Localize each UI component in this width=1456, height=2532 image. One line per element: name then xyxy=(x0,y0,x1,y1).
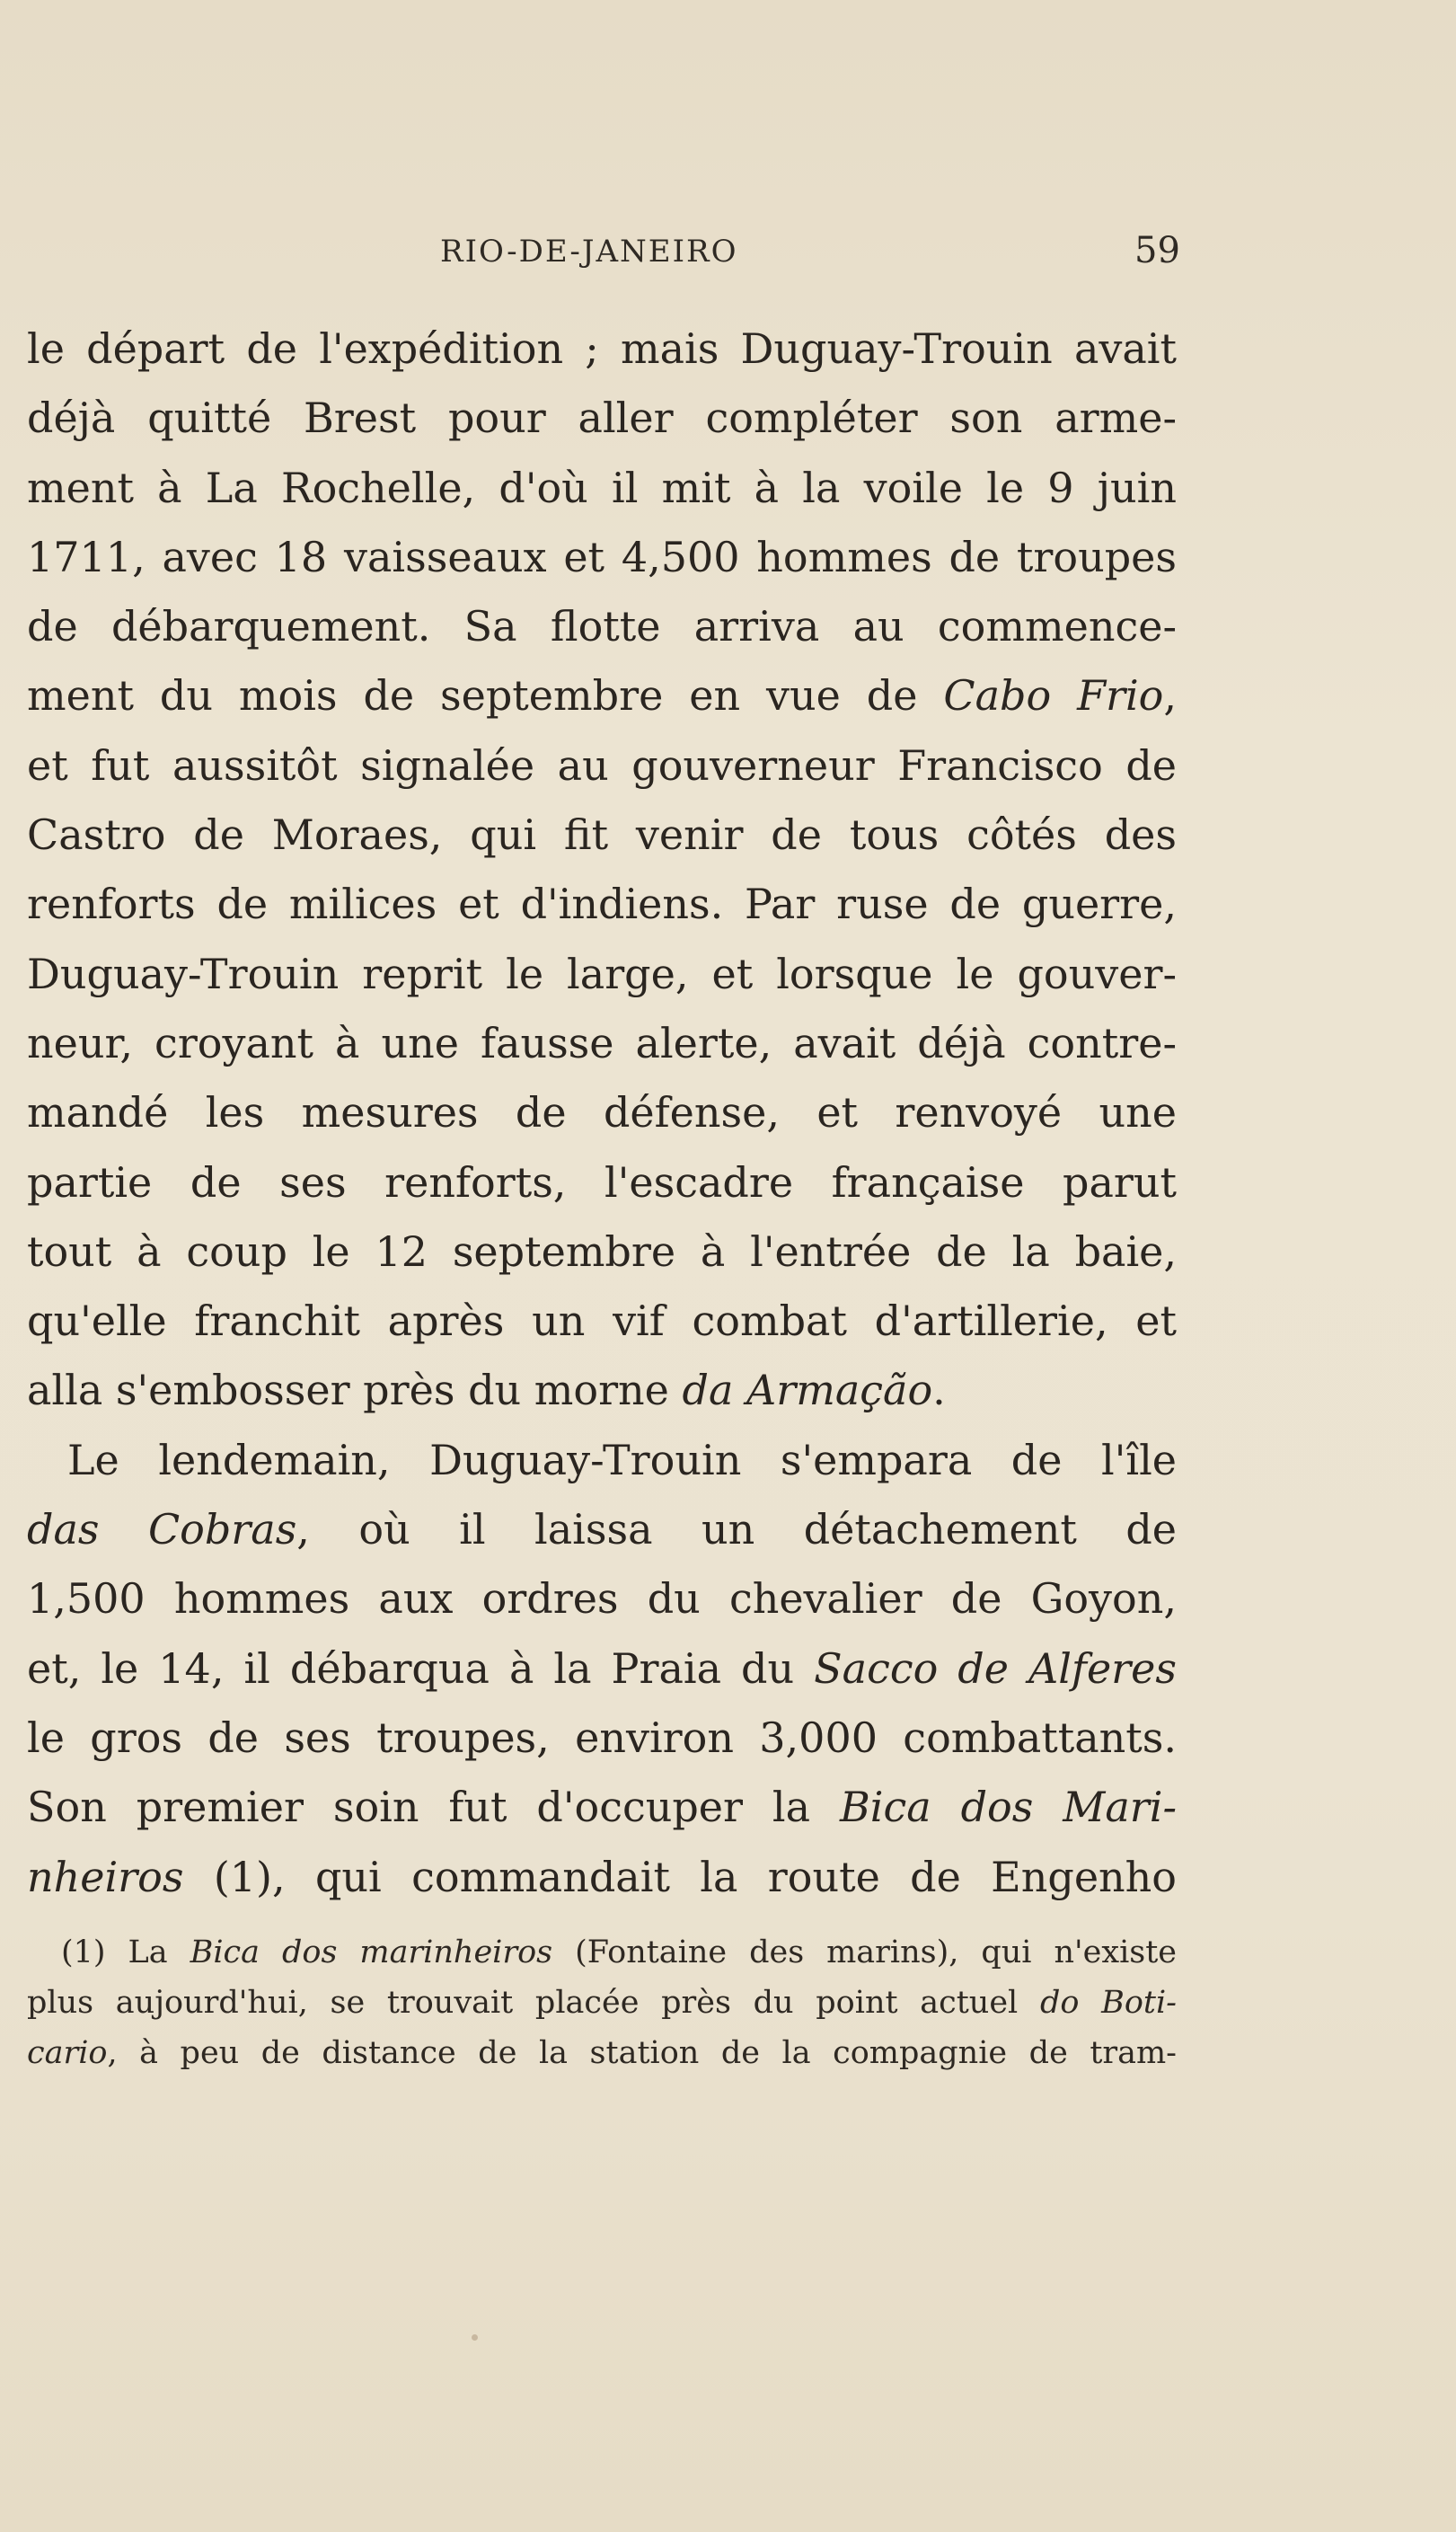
italic-place-name: do Boti- xyxy=(1039,1985,1177,2021)
footnote-line: (1) La Bica dos marinheiros (Fontaine des marins), qui n'existe xyxy=(61,1934,1178,1970)
footnote-line: cario, à peu de distance de la station de la compagnie de tram- xyxy=(27,2035,1177,2071)
text-line: 1,500 hommes aux ordres du chevalier de Goyon, xyxy=(27,1574,1177,1624)
italic-place-name: da Armação xyxy=(682,1366,933,1415)
text-line: renforts de milices et d'indiens. Par ruse de guerre, xyxy=(27,880,1177,929)
text-line: Castro de Moraes, qui fit venir de tous côtés des xyxy=(27,810,1177,860)
italic-place-name: nheiros xyxy=(27,1852,184,1901)
page-number: 59 xyxy=(1134,230,1180,271)
footnote-line: plus aujourd'hui, se trouvait placée près du point actuel do Boti- xyxy=(27,1985,1177,2021)
italic-place-name: Bica dos Mari- xyxy=(839,1783,1177,1832)
text-line: nheiros (1), qui commandait la route de Engenho xyxy=(27,1852,1177,1901)
text-line: mandé les mesures de défense, et renvoyé une xyxy=(27,1088,1177,1138)
text-line: das Cobras, où il laissa un détachement de xyxy=(27,1505,1177,1554)
text-line: de débarquement. Sa flotte arriva au commence- xyxy=(27,602,1177,651)
text-line: tout à coup le 12 septembre à l'entrée de la baie, xyxy=(27,1226,1177,1276)
text-line: Duguay-Trouin reprit le large, et lorsque le gouver- xyxy=(27,949,1177,998)
text-line: et, le 14, il débarqua à la Praia du Sacco de Alferes xyxy=(27,1643,1177,1693)
text-line: qu'elle franchit après un vif combat d'artillerie, et xyxy=(27,1297,1177,1346)
text-line: et fut aussitôt signalée au gouverneur Francisco de xyxy=(27,740,1177,790)
italic-place-name: Bica dos marinheiros xyxy=(190,1934,553,1970)
text-line: le départ de l'expédition ; mais Duguay-Trouin avait xyxy=(27,324,1177,373)
italic-place-name: das Cobras xyxy=(27,1505,297,1554)
text-line: Son premier soin fut d'occuper la Bica dos Mari- xyxy=(27,1783,1177,1832)
text-line: 1711, avec 18 vaisseaux et 4,500 hommes de troupes xyxy=(27,532,1177,581)
text-line: partie de ses renforts, l'escadre française parut xyxy=(27,1157,1177,1207)
text-line: le gros de ses troupes, environ 3,000 combattants. xyxy=(27,1713,1177,1762)
footnote-block xyxy=(27,1927,1177,2078)
paper-speck xyxy=(472,2334,478,2341)
text-line-paragraph-start: Le lendemain, Duguay-Trouin s'empara de l'île xyxy=(67,1435,1177,1484)
text-line: neur, croyant à une fausse alerte, avait déjà contre- xyxy=(27,1018,1177,1067)
italic-place-name: cario xyxy=(27,2035,108,2071)
text-line: ment à La Rochelle, d'où il mit à la voile le 9 juin xyxy=(27,463,1177,512)
page-header xyxy=(0,226,1456,280)
main-text xyxy=(27,314,1177,1912)
running-title: RIO-DE-JANEIRO xyxy=(440,234,738,270)
text-line-paragraph-end: alla s'embosser près du morne da Armação. xyxy=(27,1366,946,1415)
text-line: ment du mois de septembre en vue de Cabo Frio, xyxy=(27,671,1178,721)
text-line: déjà quitté Brest pour aller compléter son arme- xyxy=(27,394,1177,443)
italic-place-name: Cabo Frio xyxy=(943,671,1164,721)
italic-place-name: Sacco de Alferes xyxy=(814,1643,1177,1693)
